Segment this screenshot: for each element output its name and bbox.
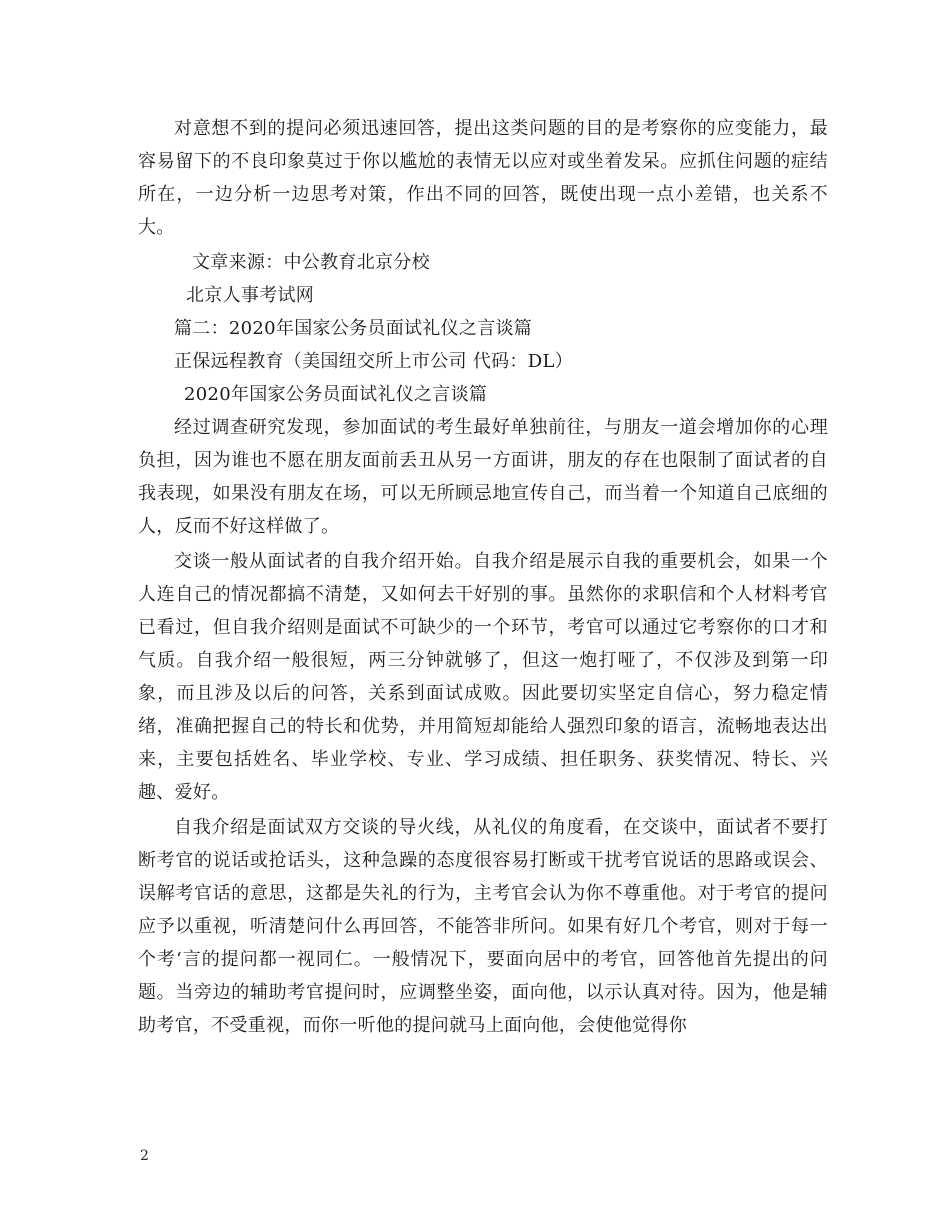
paragraph-response-ability: 对意想不到的提问必须迅速回答，提出这类问题的目的是考察你的应变能力，最容易留下的不良印象莫过于你以尴尬的表情无以应对或坐着发呆。应抓住问题的症结所在，一边分析一边思考对策，作出不同的回答，既使出现一点小差错，也关系不大。 [138,118,828,238]
paragraph-go-alone: 经过调查研究发现，参加面试的考生最好单独前往，与朋友一道会增加你的心理负担，因为谁也不愿在朋友面前丢丑从另一方面讲，朋友的存在也限制了面试者的自我表现，如果没有朋友在场，可以无所顾忌地宣传自己，而当着一个知道自己底细的人，反而不好这样做了。 [138,417,828,537]
source-site: 北京人事考试网 [186,285,315,306]
document-body [138,112,828,1042]
document-title: 2020年国家公务员面试礼仪之言谈篇 [184,384,488,405]
article-source: 文章来源：中公教育北京分校 [192,252,430,273]
section-heading: 篇二：2020年国家公务员面试礼仪之言谈篇 [174,318,533,339]
page-number: 2 [140,1148,149,1164]
publisher-line: 正保远程教育（美国纽交所上市公司 代码：DL） [174,351,574,372]
paragraph-self-introduction: 交谈一般从面试者的自我介绍开始。自我介绍是展示自我的重要机会，如果一个人连自己的情况都搞不清楚，又如何去干好别的事。虽然你的求职信和个人材料考官已看过，但自我介绍则是面试不可缺少的一个环节，考官可以通过它考察你的口才和气质。自我介绍一般很短，两三分钟就够了，但这一炮打哑了，不仅涉及到第一印象，而且涉及以后的问答，关系到面试成败。因此要切实坚定自信心，努力稳定情绪，准确把握自己的特长和优势，并用简短却能给人强烈印象的语言，流畅地表达出来，主要包括姓名、毕业学校、专业、学习成绩、担任职务、获奖情况、特长、兴趣、爱好。 [138,551,828,803]
paragraph-conversation-etiquette: 自我介绍是面试双方交谈的导火线，从礼仪的角度看，在交谈中，面试者不要打断考官的说话或抢话头，这种急躁的态度很容易打断或干扰考官说话的思路或误会、误解考官话的意思，这都是失礼的行为，主考官会认为你不尊重他。对于考官的提问应予以重视，听清楚问什么再回答，不能答非所问。如果有好几个考官，则对于每一个考‘言的提问都一视同仁。一般情况下，要面向居中的考官，回答他首先提出的问题。当旁边的辅助考官提问时，应调整坐姿，面向他，以示认真对待。因为，他是辅助考官，不受重视，而你一听他的提问就马上面向他，会使他觉得你 [138,817,828,1036]
